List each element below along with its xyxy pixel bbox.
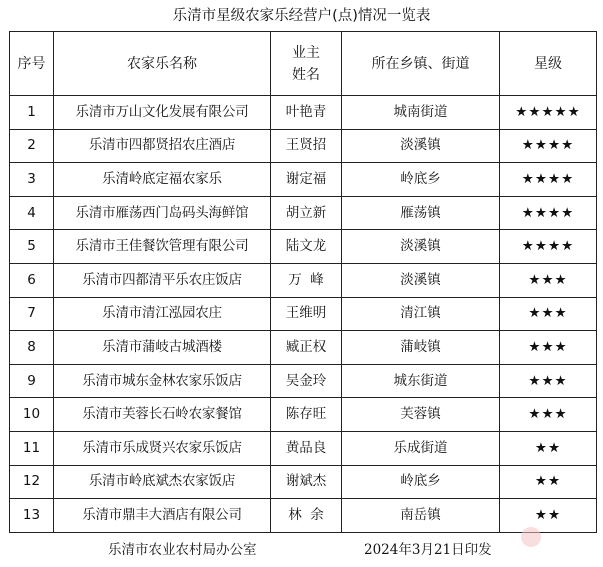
row-location: 乐成街道 [342, 431, 500, 465]
row-location: 岭底乡 [342, 163, 500, 197]
row-location: 岭底乡 [342, 465, 500, 499]
table-row [10, 431, 597, 465]
row-location: 城南街道 [342, 96, 500, 130]
row-index: 6 [10, 263, 54, 297]
row-name: 乐清岭底定福农家乐 [54, 163, 271, 197]
row-name: 乐清市雁荡西门岛码头海鲜馆 [54, 196, 271, 230]
row-index: 7 [10, 297, 54, 331]
row-owner: 万 峰 [271, 263, 342, 297]
farm-stay-table [9, 31, 597, 533]
header-owner [271, 32, 342, 96]
table-row [10, 163, 597, 197]
table-header-row [10, 32, 597, 96]
row-stars: ★★★ [500, 331, 597, 365]
row-owner: 王贤招 [271, 129, 342, 163]
row-index: 4 [10, 196, 54, 230]
header-owner-line1: 业主 [292, 44, 320, 61]
row-name: 乐清市鼎丰大酒店有限公司 [54, 499, 271, 533]
row-stars: ★★★★ [500, 163, 597, 197]
row-owner: 陆文龙 [271, 230, 342, 264]
row-location: 淡溪镇 [342, 129, 500, 163]
table-row [10, 331, 597, 365]
row-owner: 叶艳青 [271, 96, 342, 130]
row-name: 乐清市清江泓园农庄 [54, 297, 271, 331]
header-rating: 星级 [500, 32, 597, 96]
row-location: 芙蓉镇 [342, 398, 500, 432]
row-owner: 臧正权 [271, 331, 342, 365]
row-stars: ★★★★★ [500, 96, 597, 130]
table-row [10, 263, 597, 297]
row-location: 南岳镇 [342, 499, 500, 533]
row-index: 1 [10, 96, 54, 130]
row-stars: ★★ [500, 431, 597, 465]
row-stars: ★★★★ [500, 129, 597, 163]
row-location: 雁荡镇 [342, 196, 500, 230]
row-location: 蒲岐镇 [342, 331, 500, 365]
row-name: 乐清市四都贤招农庄酒店 [54, 129, 271, 163]
row-stars: ★★★★ [500, 230, 597, 264]
row-owner: 谢斌杰 [271, 465, 342, 499]
row-stars: ★★★★ [500, 196, 597, 230]
table-row [10, 230, 597, 264]
row-owner: 胡立新 [271, 196, 342, 230]
row-stars: ★★★ [500, 263, 597, 297]
table-row [10, 196, 597, 230]
document-title: 乐清市星级农家乐经营户(点)情况一览表 [172, 8, 431, 24]
row-index: 3 [10, 163, 54, 197]
table-row [10, 398, 597, 432]
table-row [10, 465, 597, 499]
row-index: 13 [10, 499, 54, 533]
row-name: 乐清市王佳餐饮管理有限公司 [54, 230, 271, 264]
table-row [10, 297, 597, 331]
table-row [10, 499, 597, 533]
row-owner: 陈存旺 [271, 398, 342, 432]
row-name: 乐清市乐成贤兴农家乐饭店 [54, 431, 271, 465]
row-stars: ★★★ [500, 297, 597, 331]
row-name: 乐清市万山文化发展有限公司 [54, 96, 271, 130]
row-owner: 谢定福 [271, 163, 342, 197]
row-stars: ★★★ [500, 364, 597, 398]
row-stars: ★★★ [500, 398, 597, 432]
header-name: 农家乐名称 [54, 32, 271, 96]
row-name: 乐清市四都清平乐农庄饭店 [54, 263, 271, 297]
row-owner: 林 余 [271, 499, 342, 533]
footer-office: 乐清市农业农村局办公室 [108, 542, 257, 558]
row-name: 乐清市蒲岐古城酒楼 [54, 331, 271, 365]
row-location: 淡溪镇 [342, 263, 500, 297]
header-location: 所在乡镇、街道 [342, 32, 500, 96]
row-location: 清江镇 [342, 297, 500, 331]
row-index: 10 [10, 398, 54, 432]
row-owner: 黄品良 [271, 431, 342, 465]
row-name: 乐清市岭底斌杰农家饭店 [54, 465, 271, 499]
row-location: 城东街道 [342, 364, 500, 398]
row-owner: 王维明 [271, 297, 342, 331]
table-row [10, 96, 597, 130]
row-index: 5 [10, 230, 54, 264]
row-index: 11 [10, 431, 54, 465]
table-row [10, 364, 597, 398]
row-location: 淡溪镇 [342, 230, 500, 264]
row-name: 乐清市城东金林农家乐饭店 [54, 364, 271, 398]
header-index: 序号 [10, 32, 54, 96]
row-index: 2 [10, 129, 54, 163]
row-index: 9 [10, 364, 54, 398]
row-stars: ★★ [500, 465, 597, 499]
header-owner-line2: 姓名 [292, 66, 320, 83]
row-owner: 吴金玲 [271, 364, 342, 398]
row-index: 8 [10, 331, 54, 365]
watermark-logo [521, 527, 541, 547]
row-name: 乐清市芙蓉长石岭农家餐馆 [54, 398, 271, 432]
table-row [10, 129, 597, 163]
row-index: 12 [10, 465, 54, 499]
footer-date: 2024年3月21日印发 [364, 542, 492, 558]
row-stars: ★★ [500, 499, 597, 533]
